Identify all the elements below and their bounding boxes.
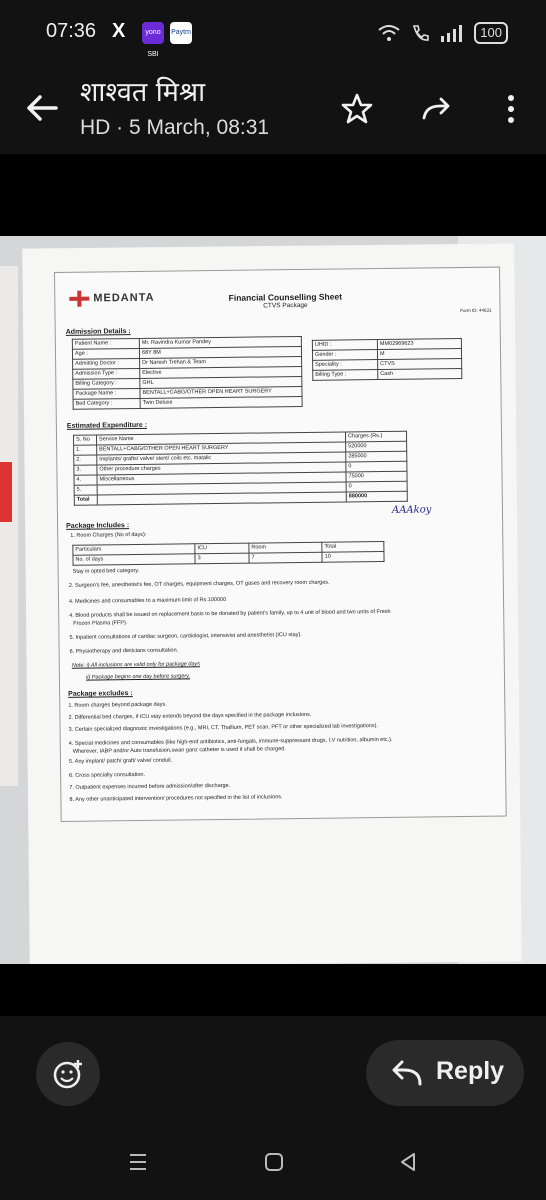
admission-value: BENTALL+CABG/OTHER OPEN HEART SURGERY [140,386,302,398]
admission-label: Patient Name : [72,338,139,349]
exp-name: Miscellaneous [97,472,346,485]
room-header-particulars: Particulars [73,544,195,555]
x-app-icon: X [112,20,126,42]
exp-charges: 285000 [346,451,407,462]
exclude-item: Wherever, IABP and/or Auto transfusion,swan ganz catheter is used it shall be charged. [72,746,286,755]
admission-row [73,396,302,409]
expenditure-heading: Estimated Expenditure : [66,421,148,430]
exp-charges: 75000 [346,471,407,482]
admission-right-value: Cash [378,369,462,380]
reply-button[interactable] [366,1040,524,1106]
home-icon[interactable] [262,1150,286,1174]
includes-heading: Package Includes : [66,522,130,530]
exp-no: 5. [74,485,97,495]
admission-right-label: Billing Type : [313,370,378,381]
room-days-icu: 3 [195,553,249,564]
inclusion-note-1: Note: i) All inclusions are valid only for package days [71,661,201,669]
include-item: 2. Surgeon's fee, anesthetist's fee, OT charges, equipment charges, OT gases and recovery room charges. [68,579,330,589]
include-item: 4. Medicines and consumables to a maximum limit of Rs.100000 [68,596,227,605]
admission-value: Dr Naresh Trehan & Team [140,356,302,368]
exp-total-spacer [97,492,346,505]
exp-charges: 520000 [346,441,407,452]
room-days-total: 10 [322,551,384,562]
exp-charges: 0 [346,461,407,472]
exp-total-label: Total [74,495,97,505]
admission-value: 68Y 8M [139,346,301,358]
room-header-icu: ICU [195,543,249,554]
admission-right-value: CTVS [378,359,462,370]
wifi-icon [378,24,400,42]
exp-name: BENTALL+CABG/OTHER OPEN HEART SURGERY [97,442,346,455]
include-item: 5. Inpatient consultations of cardiac surgeon, cardiologist, intensivist and anesthetist (ICU stay). [69,632,302,641]
exp-no: 3. [74,465,97,475]
emoji-add-icon [36,1042,100,1106]
stay-note: Stay in opted bed category. [72,567,140,575]
exclude-item: 4. Special medicines and consumables (like high-end antibiotics, anti-fungals, immune-suppressant drugs, I.V nutrition, albumin etc.). [68,736,393,747]
admission-right-row [313,369,462,381]
exclude-item: 7. Outpatient expenses incurred before admission/after discharge. [69,782,231,791]
handwritten-signature: AAAkoy [391,504,432,516]
back-arrow-icon[interactable] [22,88,62,128]
admission-right-value: M [377,349,461,360]
room-days-room: 7 [249,552,322,563]
form-id: Form ID: 44631 [460,307,492,314]
room-header-room: Room [249,542,322,553]
exp-no: 4. [74,475,97,485]
more-vertical-icon[interactable] [494,92,528,126]
room-charges-line: 1. Room Charges (No of days): [70,531,147,539]
admission-right-value: MM02969623 [377,339,461,350]
exp-header-no: S. No [73,435,96,445]
exp-name: Other procedure charges [97,462,346,475]
exp-name: Implants/ grafts/ valve/ stent/ coils etc. matalic [97,452,346,465]
include-item: 6. Physiotherapy and dieticians consultation. [69,647,179,655]
status-right [378,22,508,44]
emoji-react-button[interactable] [36,1042,100,1106]
exp-total-value: 880000 [346,491,407,502]
contact-name: शाश्वत मिश्रा [80,77,206,108]
exp-header-charges: Charges (Rs.) [345,431,406,442]
exp-no: 1. [74,445,97,455]
red-mark [0,462,12,522]
reply-label: Reply [436,1057,505,1085]
admission-value: Twin Deluxe [140,396,302,408]
left-paper [0,266,18,786]
admission-label: Age : [72,348,139,359]
room-days-label: No. of days [73,554,195,565]
status-bar [0,0,546,66]
exclude-item: 3. Certain specialized diagnostic investigations (e.g., MRI, CT, Thallium, PET scan, PFT or other specialized lab investigations). [68,723,378,733]
room-table [72,541,384,566]
media-info: HD · 5 March, 08:31 [80,116,270,139]
admission-right-label: Gender : [312,350,377,361]
admission-right-label: Speciality : [313,360,378,371]
doc-subtitle: CTVS Package [263,301,308,310]
inclusion-note-2: ii) Package begins one day before surgery. [85,673,191,681]
logo-text: MEDANTA [93,291,155,305]
exclude-item: 2. Differential bed charges, if ICU stay extends beyond the days specified in the package inclusions. [68,711,312,721]
admission-label: Admission Type : [73,368,140,379]
admission-label: Billing Category : [73,378,140,389]
admission-label: Package Name : [73,388,140,399]
include-item: 4. Blood products shall be issued on replacement basis to be donated by patient's family, up to 4 unit of blood and two units of Fresh [69,608,391,619]
admission-value: Elective [140,366,302,378]
recent-apps-icon[interactable] [126,1150,150,1174]
battery-indicator: 100 [474,22,508,44]
admission-right-label: UHID : [312,340,377,351]
exp-charges: 0 [346,481,407,492]
medanta-logo-icon [69,291,89,307]
exclude-item: 8. Any other unanticipated intervention/ procedures not specified in the list of inclusions. [69,794,283,803]
admission-label: Admitting Doctor : [73,358,140,369]
reply-arrow-icon [390,1058,424,1088]
exclude-item: 5. Any implant/ patch/ graft/ valve/ conduit. [68,757,173,765]
excludes-heading: Package excludes : [68,690,133,698]
include-item: Frozen Plasma (FFP). [73,620,128,627]
signal-icon [440,24,464,42]
expenditure-table [73,431,408,506]
doc-title: Financial Counselling Sheet [228,291,343,303]
exclude-item: 6. Cross specialty consultation. [69,771,146,779]
exp-no: 2. [74,455,97,465]
admission-value: GHL [140,376,302,388]
admission-value: Mr. Ravindra Kumar Pandey [139,336,301,348]
medanta-logo [69,290,154,307]
financial-counselling-sheet [54,267,507,822]
admission-heading: Admission Details : [65,328,131,336]
admission-right-table [312,338,462,381]
call-icon [410,23,430,43]
admission-label: Bed Category : [73,398,140,409]
app-bar [0,66,546,154]
paytm-app-icon: Paytm [170,22,192,44]
forward-icon[interactable] [420,92,454,126]
admission-table [72,336,303,410]
exp-header-name: Service Name [96,432,345,445]
room-header-total: Total [322,541,384,552]
exclude-item: 1. Room charges beyond package days. [68,701,167,709]
nav-back-icon[interactable] [396,1150,420,1174]
yono-app-icon: yono SBI [142,22,164,44]
star-icon[interactable] [340,92,374,126]
status-time: 07:36 [46,20,97,42]
